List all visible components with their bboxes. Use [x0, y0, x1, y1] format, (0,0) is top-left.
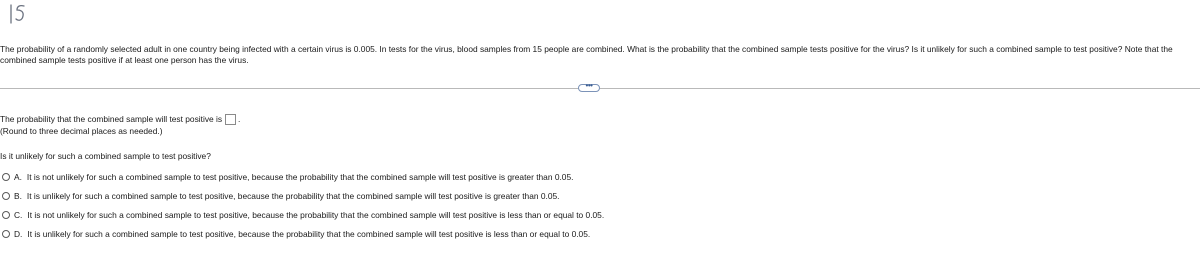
show-more-button[interactable] — [578, 81, 600, 92]
option-a[interactable] — [0, 170, 604, 184]
unlikely-question: Is it unlikely for such a combined sample to test positive? — [0, 151, 211, 161]
rounding-note: (Round to three decimal places as needed.) — [0, 126, 163, 136]
answer-prompt: The probability that the combined sample will test positive is — [0, 114, 223, 124]
radio-icon[interactable] — [2, 230, 10, 238]
option-text: It is unlikely for such a combined sample to test positive, because the probability that the combined sample will test positive is greater than 0.05. — [26, 191, 560, 201]
option-letter: C. — [14, 210, 23, 220]
answer-line — [0, 114, 240, 125]
option-text: It is not unlikely for such a combined sample to test positive, because the probability that the combined sample will test positive is less than or equal to 0.05. — [27, 210, 605, 220]
radio-icon[interactable] — [2, 173, 10, 181]
section-divider — [0, 88, 1200, 89]
option-text: It is unlikely for such a combined sample to test positive, because the probability that the combined sample will test positive is less than or equal to 0.05. — [27, 229, 591, 239]
answer-suffix: . — [238, 114, 241, 124]
option-letter: A. — [14, 172, 22, 182]
answer-input[interactable] — [225, 114, 236, 125]
option-text: It is not unlikely for such a combined sample to test positive, because the probability that the combined sample will test positive is greater than 0.05. — [26, 172, 574, 182]
more-dots-icon: ••• — [585, 81, 593, 90]
answer-options — [0, 170, 604, 246]
option-letter: B. — [14, 191, 22, 201]
handwritten-problem-number — [5, 2, 33, 26]
radio-icon[interactable] — [2, 192, 10, 200]
handwritten-15-mark — [5, 2, 33, 26]
option-c[interactable] — [0, 208, 604, 222]
option-d[interactable] — [0, 227, 604, 241]
option-letter: D. — [14, 229, 23, 239]
radio-icon[interactable] — [2, 211, 10, 219]
question-text: The probability of a randomly selected adult in one country being infected with a certain virus is 0.005. In tests for the virus, blood samples from 15 people are combined. What is the probability that the combined sample tests positive for the virus? Is it unlikely for such a combined sample to test positive? Note that the combined sample tests positive if at least one person has the virus. — [0, 44, 1173, 65]
option-b[interactable] — [0, 189, 604, 203]
